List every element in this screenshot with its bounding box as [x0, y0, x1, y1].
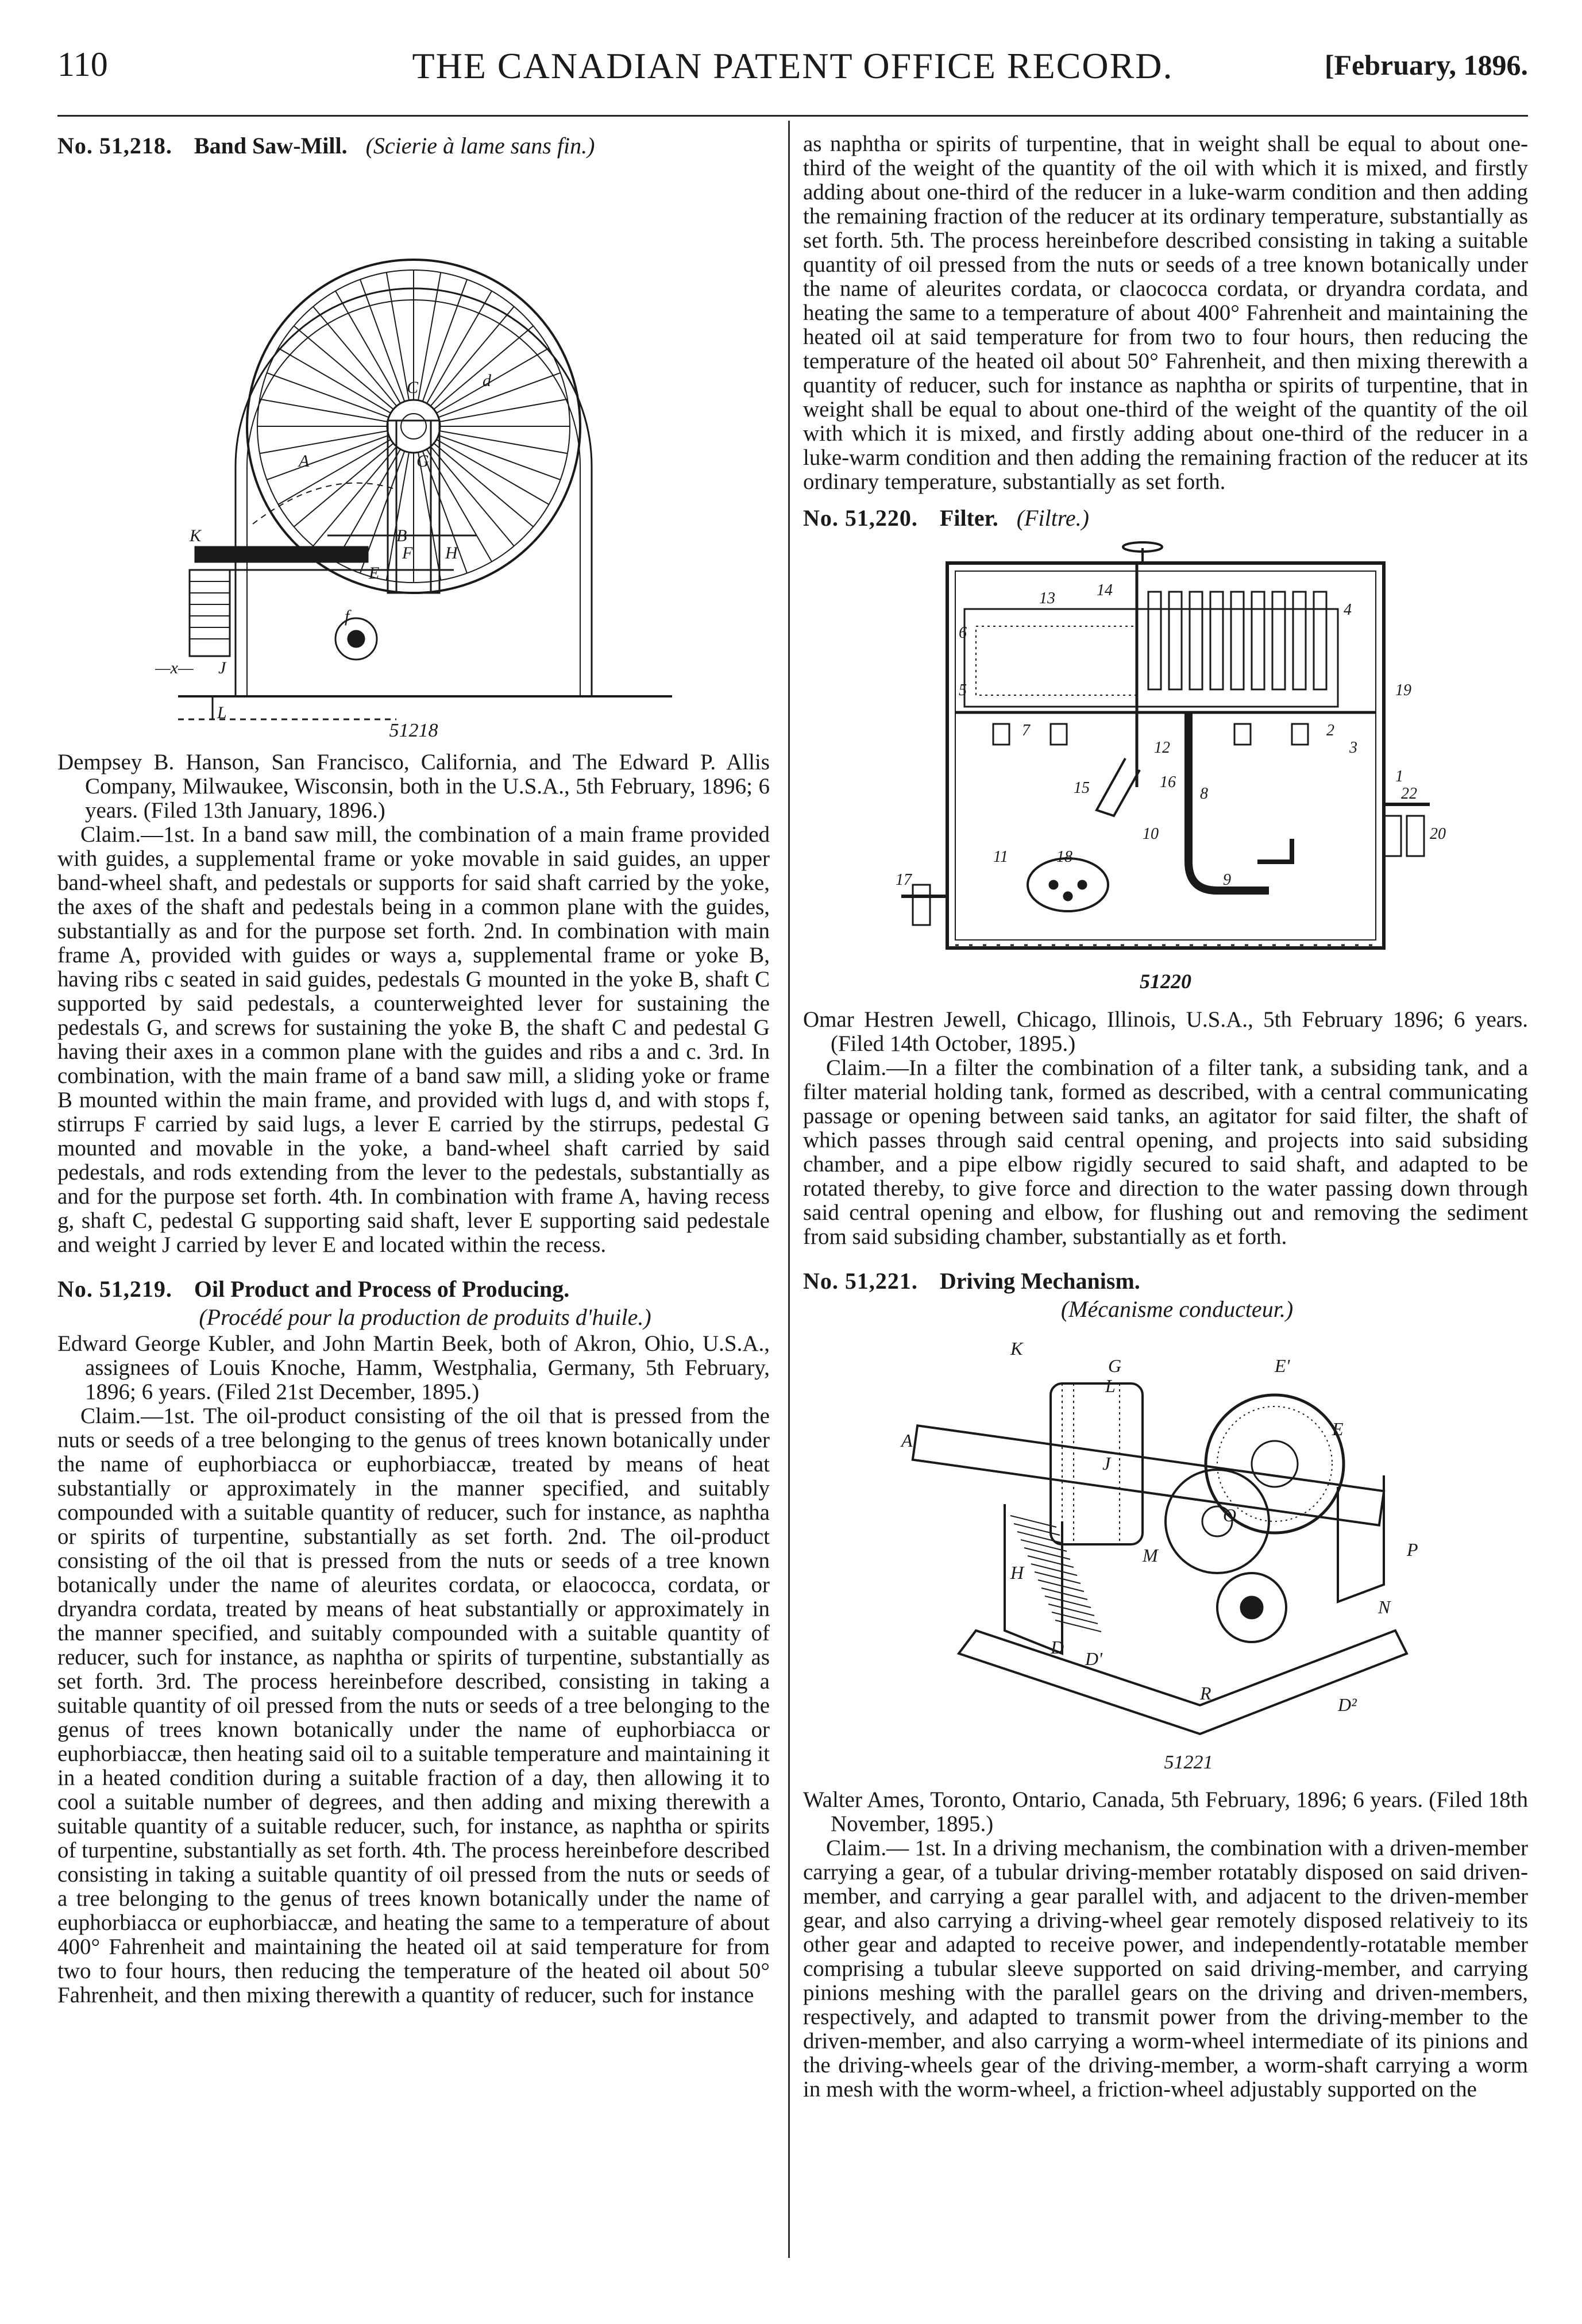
filter-label-16: 16 — [1160, 773, 1176, 791]
hatch-line — [1052, 1612, 1098, 1624]
filter-label-14: 14 — [1097, 581, 1113, 599]
entry-heading-51221 — [803, 1267, 1528, 1295]
filter-candle — [1252, 592, 1264, 689]
filter-candle — [1231, 592, 1244, 689]
filter-label-22: 22 — [1401, 785, 1417, 803]
page-number: 110 — [57, 45, 108, 83]
hatch-line — [1035, 1572, 1081, 1583]
applicant-51219: Edward George Kubler, and John Martin Beek, both of Akron, Ohio, U.S.A., assignees of Louis Knoche, Hamm, Westphalia, Germany, 5th February, 1896; 6 years. (Filed 21st December, 1895.) — [57, 1331, 770, 1404]
filter-candle — [1293, 592, 1306, 689]
claim-51218: Claim.—1st. In a band saw mill, the combination of a main frame provided with guides, a supplemental frame or yoke movable in said guides, an upper band-wheel shaft, and pedestals or supports for said shaft carried by the yoke, the axes of the shaft and pedestals being in a common plane with the guides, substantially as and for the purpose set forth. 2nd. In combination with main frame A, provided with guides or ways a, supplemental frame or yoke B, having ribs c seated in said guides, pedestals G mounted in the yoke B, shaft C supported by said pedestals, a counterweighted lever for sustaining the pedestals G, and screws for sustaining the yoke B, the shaft C and pedestal G having their axes in a common plane with the guides and ribs a and c. 3rd. In combination, with the main frame of a band saw mill, a sliding yoke or frame B mounted within the main frame, and provided with lugs d, and with stops f, stirrups F carried by said lugs, a lever E carried by the stirrups, pedestal G mounted and movable in the yoke, a band-wheel shaft carried by said pedestals, and rods extending from the lever to the pedestals, substantially as and for the purpose set forth. 4th. In combination with frame A, having recess g, shaft C, pedestal G supporting said shaft, lever E supporting said pedestale and weight J carried by lever E and located within the recess. — [57, 822, 770, 1257]
entry-heading-51220 — [803, 504, 1528, 532]
hatch-line — [1048, 1604, 1094, 1616]
applicant-51221: Walter Ames, Toronto, Ontario, Canada, 5th February, 1896; 6 years. (Filed 18th November, 1895.) — [803, 1787, 1528, 1836]
patent-title-french: (Mécanisme conducteur.) — [1060, 1296, 1294, 1322]
patent-title: Oil Product and Process of Producing. — [194, 1276, 570, 1302]
mech-label-g: G — [1108, 1355, 1122, 1376]
page-header — [57, 45, 1528, 97]
label-e: E — [369, 564, 380, 583]
mech-label-d2: D² — [1338, 1694, 1357, 1715]
filter-label-13: 13 — [1039, 589, 1055, 607]
issue-date: [February, 1896. — [1324, 49, 1528, 81]
filter-label-8: 8 — [1200, 785, 1208, 803]
mech-label-h: H — [1010, 1562, 1024, 1583]
label-k: K — [190, 526, 202, 545]
label-d-lower: d — [483, 371, 491, 390]
patent-number: No. 51,218. — [57, 133, 172, 159]
patent-title-french: (Filtre.) — [1016, 505, 1089, 531]
label-x: —x— — [155, 658, 194, 677]
filter-label-2: 2 — [1326, 722, 1334, 739]
claim-51220: Claim.—In a filter the combination of a filter tank, a subsiding tank, and a filter material holding tank, formed as described, with a central communicating passage or opening between said tanks, an agitator for said filter, the shaft of which passes through said central opening, and projects into said subsiding chamber, and a pipe elbow rigidly secured to said shaft, and adapted to be rotated thereby, to give force and direction to the water passing down through said central opening and elbow, for flushing out and removing the sediment from said subsiding chamber, substantially as et forth. — [803, 1055, 1528, 1249]
wheel-spoke — [434, 326, 533, 409]
label-b: B — [396, 526, 407, 545]
band-saw-mill-figure — [155, 168, 672, 742]
filter-drawing — [878, 540, 1453, 1000]
filter-label-15: 15 — [1074, 779, 1090, 797]
mech-label-d: D — [1051, 1637, 1064, 1658]
patent-title: Band Saw-Mill. — [194, 133, 348, 159]
journal-title: THE CANADIAN PATENT OFFICE RECORD. — [412, 45, 1174, 86]
filter-label-17: 17 — [896, 871, 912, 889]
mech-label-r: R — [1200, 1683, 1211, 1704]
header-rule — [57, 115, 1528, 117]
hatch-line — [1041, 1588, 1087, 1600]
entry-heading-51219 — [57, 1275, 770, 1303]
applicant-51218: Dempsey B. Hanson, San Francisco, California, and The Edward P. Allis Company, Milwaukee, Wisconsin, both in the U.S.A., 5th February, 1896; 6 years. (Filed 13th January, 1896.) — [57, 750, 770, 823]
filter-label-4: 4 — [1344, 601, 1352, 619]
claim-51219-continued: as naphtha or spirits of turpentine, that in weight shall be equal to about one-third of the weight of the quantity of the oil with which it is mixed, and firstly adding about one-third of the reducer in a luke-warm condition and then adding the remaining fraction of the reducer at its ordinary temperature, substantially as set forth. 5th. The process hereinbefore described consisting in taking a suitable quantity of oil pressed from the nuts or seeds of a tree known botanically under the name of aleurites cordata, or claococca cordata, or dryandra cordata, and heating the same to a temperature of about 400° Fahrenheit and maintaining the heated oil at said temperature for from two to four hours, then reducing the temperature of the heated oil about 50° Fahrenheit, and then mixing therewith a quantity of reducer, such for instance as naphtha or spirits of turpentine, that in weight shall be equal to about one-third of the weight of the quantity of the oil with which it is mixed, and firstly adding about one-third of the reducer in a luke-warm condition and then adding the remaining fraction of the reducer at its ordinary temperature, substantially as set forth. — [803, 132, 1528, 494]
band-saw-mill-drawing — [155, 168, 672, 742]
mech-label-a: A — [901, 1430, 913, 1451]
mech-label-l: L — [1105, 1375, 1116, 1396]
label-l: L — [217, 703, 227, 722]
hatch-line — [1017, 1532, 1063, 1543]
label-f-lower: f — [345, 607, 350, 626]
filter-label-19: 19 — [1395, 681, 1411, 699]
hatch-line — [1014, 1524, 1060, 1535]
filter-candle — [1190, 592, 1202, 689]
filter-candle — [1272, 592, 1285, 689]
label-h: H — [445, 544, 458, 562]
mech-label-e1: E' — [1275, 1355, 1290, 1376]
label-f: F — [402, 544, 413, 562]
mech-label-k: K — [1010, 1338, 1023, 1359]
filter-label-20: 20 — [1430, 825, 1446, 843]
patent-number: No. 51,221. — [803, 1268, 918, 1294]
hatch-line — [1021, 1540, 1067, 1551]
patent-number: No. 51,220. — [803, 505, 918, 531]
hatch-line — [1031, 1564, 1077, 1575]
driving-mechanism-drawing — [878, 1332, 1453, 1780]
claim-51219: Claim.—1st. The oil-product consisting of the oil that is pressed from the nuts or seeds of a tree belonging to the genus of trees known botanically under the name of euphorbiacca or euphorbiaccæ, treated by means of heat substantially or approximately in the manner specified, and suitably compounded with a suitable quantity of reducer, such for instance, as naphtha or spirits of turpentine, substantially as set forth. 2nd. The oil-product consisting of the oil that is pressed from the nuts or seeds of a tree known botanically under the name of aleurites cordata, or elaococca, cordata, or dryandra cordata, treated by means of heat substantially or approximately in the manner specified, and suitably compounded with a suitable quantity of reducer, such for instance, as naphtha or spirits of turpentine, substantially as set forth. 3rd. The process hereinbefore described, consisting in taking a suitable quantity of oil pressed from the nuts or seeds of a tree belonging to the genus of trees known botanically under the name of euphorbiacca or euphorbiaccæ, then heating said oil to a suitable temperature and maintaining it in a heated condition during a suitable fraction of a day, then allowing it to cool a suitable number of degrees, and then adding and mixing therewith a suitable quantity of a suitable reducer, such, for instance, as naphtha or spirits of turpentine, substantially as set forth. 4th. The process hereinbefore described consisting in taking a suitable quantity of oil pressed from the nuts or seeds of a tree belonging to the genus of trees known botanically under the name of euphorbiacca or euphorbiaccæ, and heating the same to a temperature of about 400° Fahrenheit and maintaining the heated oil at said temperature for from two to four hours, then reducing the temperature of the heated oil about 50° Fahrenheit, and then mixing therewith a quantity of reducer, such for instance — [57, 1404, 770, 2007]
wheel-spoke — [313, 307, 396, 406]
filter-label-3: 3 — [1349, 739, 1357, 757]
filter-label-6: 6 — [959, 624, 967, 642]
mech-label-n: N — [1378, 1597, 1391, 1617]
hatch-line — [1045, 1596, 1091, 1608]
filter-label-12: 12 — [1154, 739, 1170, 757]
hatch-line — [1028, 1556, 1074, 1567]
driving-mechanism-figure — [878, 1332, 1453, 1780]
filter-candle — [1148, 592, 1161, 689]
patent-title: Driving Mechanism. — [939, 1268, 1140, 1294]
mech-label-e: E — [1332, 1419, 1344, 1439]
figure-caption-51221: 51221 — [1164, 1752, 1213, 1773]
figure-caption-51220: 51220 — [1140, 970, 1191, 993]
filter-candle — [1314, 592, 1326, 689]
label-c: C — [407, 378, 419, 397]
column-divider — [788, 121, 790, 2258]
label-a: A — [299, 452, 310, 471]
claim-51221: Claim.— 1st. In a driving mechanism, the combination with a driven-member carrying a gear, of a tubular driving-member rotatably disposed on said driven-member, and carrying a gear parallel with, and adjacent to the driven-member gear, and also carrying a driving-wheel gear remotely disposed relativeiy to its other gear and adapted to receive power, and independently-rotatable member comprising a tubular sleeve supported on said driving-member, and carrying pinions meshing with the parallel gears on the driving and driven-members, respectively, and adapted to transmit power from the driving-member to the driven-member, and also carrying a worm-wheel intermediate of its pinions and the driving-wheels gear of the driving-member, a worm-shaft carrying a worm in mesh with the worm-wheel, a friction-wheel adjustably supported on the — [803, 1836, 1528, 2102]
label-j: J — [218, 658, 226, 677]
mech-label-o: O — [1223, 1505, 1237, 1525]
patent-number: No. 51,219. — [57, 1276, 172, 1302]
mech-label-m: M — [1143, 1545, 1158, 1566]
filter-label-11: 11 — [993, 848, 1008, 866]
wheel-spoke — [313, 446, 396, 546]
right-column — [803, 132, 1528, 2102]
left-column — [57, 132, 770, 2007]
wheel-spoke — [431, 446, 514, 546]
wheel-spoke — [294, 326, 393, 409]
figure-caption-51218: 51218 — [389, 720, 438, 741]
filter-label-18: 18 — [1056, 848, 1072, 866]
applicant-51220: Omar Hestren Jewell, Chicago, Illinois, U.S.A., 5th February 1896; 6 years. (Filed 14th October, 1895.) — [803, 1007, 1528, 1056]
mech-label-p: P — [1407, 1539, 1418, 1560]
label-g: G — [416, 452, 429, 471]
filter-label-10: 10 — [1143, 825, 1159, 843]
filter-label-1: 1 — [1395, 768, 1403, 785]
patent-title: Filter. — [939, 505, 998, 531]
filter-candle — [1169, 592, 1182, 689]
filter-label-7: 7 — [1022, 722, 1030, 739]
mech-label-j: J — [1102, 1453, 1111, 1474]
entry-heading-51218 — [57, 132, 770, 160]
label-d: D — [316, 544, 329, 562]
filter-label-5: 5 — [959, 681, 967, 699]
patent-title-french: (Procédé pour la production de produits d'huile.) — [199, 1304, 651, 1330]
wheel-spoke — [434, 444, 533, 527]
filter-label-9: 9 — [1223, 871, 1231, 889]
mech-label-d1: D' — [1085, 1648, 1102, 1669]
filter-candle — [1210, 592, 1223, 689]
patent-title-french: (Scierie à lame sans fin.) — [365, 133, 595, 159]
filter-figure — [878, 540, 1453, 1000]
wheel-spoke — [431, 307, 514, 406]
